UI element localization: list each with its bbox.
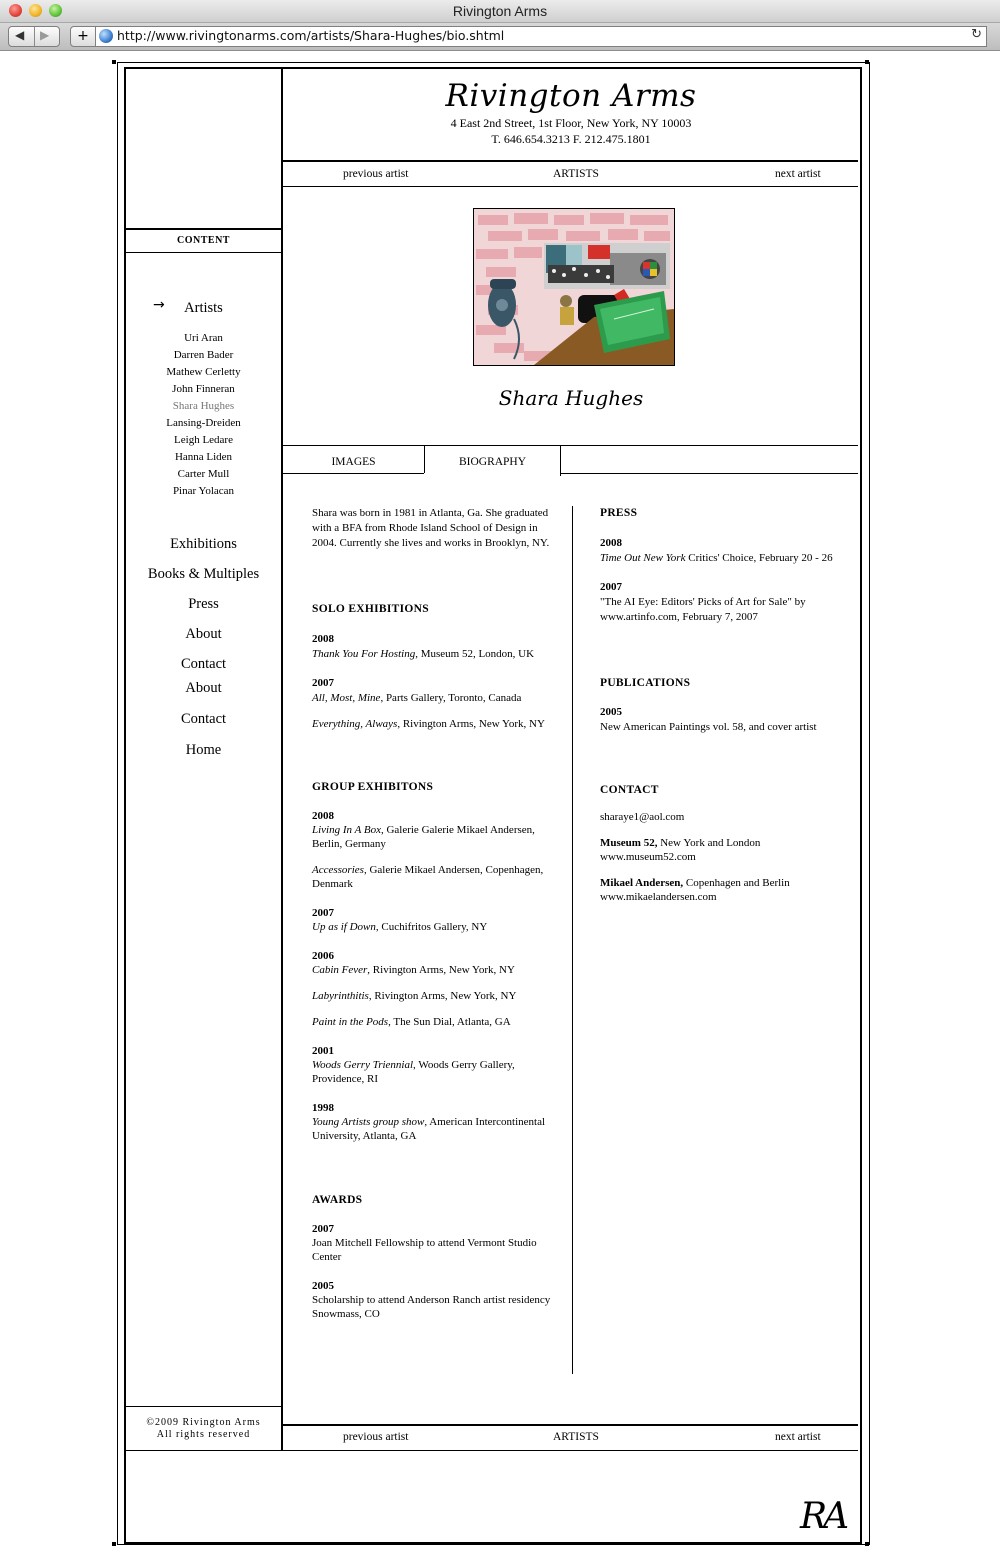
frame-corner bbox=[865, 60, 869, 64]
sidebar-artist-item[interactable]: John Finneran bbox=[172, 383, 235, 395]
nav-rule bbox=[283, 186, 858, 187]
nav-artists[interactable]: Artists bbox=[184, 300, 223, 316]
site-brand[interactable]: Rivington Arms bbox=[445, 78, 697, 114]
forward-arrow-icon[interactable]: ▶ bbox=[40, 28, 50, 42]
address-bar[interactable] bbox=[95, 26, 987, 47]
exhibition-entry: Accessories, Galerie Mikael Andersen, Copenhagen, Denmark bbox=[312, 864, 544, 890]
nav-home[interactable]: Home bbox=[185, 742, 222, 758]
column-divider bbox=[281, 67, 283, 1451]
ra-logo: RA bbox=[800, 1496, 846, 1537]
arrow-right-icon: → bbox=[153, 297, 165, 313]
content-label: CONTENT bbox=[177, 235, 230, 246]
press-entry: "The AI Eye: Editors' Picks of Art for Sale" by www.artinfo.com, February 7, 2007 bbox=[600, 596, 806, 623]
frame-corner bbox=[112, 1542, 116, 1546]
biography-column bbox=[312, 506, 552, 1321]
nav-contact-duplicate[interactable]: Contact bbox=[180, 711, 227, 727]
award-entry: Scholarship to attend Anderson Ranch artist residency Snowmass, CO bbox=[312, 1294, 551, 1320]
year-label: 2005 bbox=[312, 1280, 334, 1292]
year-label: 2001 bbox=[312, 1045, 334, 1057]
sidebar-artist-item[interactable]: Hanna Liden bbox=[174, 451, 233, 463]
previous-artist-link[interactable]: previous artist bbox=[343, 1431, 409, 1443]
frame-corner bbox=[112, 60, 116, 64]
exhibition-entry: Woods Gerry Triennial, Woods Gerry Gallery, Providence, RI bbox=[312, 1059, 515, 1085]
exhibition-entry: Thank You For Hosting, Museum 52, London, UK bbox=[312, 648, 535, 660]
bottom-nav-rule bbox=[283, 1424, 858, 1426]
year-label: 2008 bbox=[600, 537, 622, 549]
press-entry: Time Out New York Critics' Choice, February 20 - 26 bbox=[600, 552, 833, 564]
sidebar-rule bbox=[126, 252, 281, 253]
browser-toolbar bbox=[0, 23, 1000, 51]
exhibition-entry: All, Most, Mine, Parts Gallery, Toronto, Canada bbox=[312, 692, 522, 704]
copyright-line: ©2009 Rivington Arms bbox=[146, 1417, 261, 1428]
year-label: 2007 bbox=[312, 1223, 334, 1235]
gallery-entry: Museum 52, New York and London bbox=[600, 837, 761, 849]
header-rule bbox=[283, 160, 858, 162]
exhibition-entry: Labyrinthitis, Rivington Arms, New York, NY bbox=[312, 990, 517, 1002]
rights-line: All rights reserved bbox=[156, 1429, 251, 1440]
gallery-entry: Mikael Andersen, Copenhagen and Berlin bbox=[600, 877, 790, 889]
sidebar-artist-item[interactable]: Darren Bader bbox=[173, 349, 234, 361]
gallery-url[interactable]: www.museum52.com bbox=[600, 851, 696, 863]
nav-contact[interactable]: Contact bbox=[180, 656, 227, 672]
tabs-bottom-rule bbox=[283, 473, 424, 474]
content-column-divider bbox=[572, 506, 573, 1374]
address-line: 4 East 2nd Street, 1st Floor, New York, NY 10003 bbox=[450, 116, 692, 130]
next-artist-link[interactable]: next artist bbox=[775, 168, 821, 180]
phone-line: T. 646.654.3213 F. 212.475.1801 bbox=[491, 132, 651, 146]
artwork-image[interactable] bbox=[473, 208, 675, 366]
exhibition-entry: Cabin Fever, Rivington Arms, New York, NY bbox=[312, 964, 515, 976]
window-title: Rivington Arms bbox=[452, 3, 548, 19]
year-label: 1998 bbox=[312, 1102, 334, 1114]
press-column bbox=[600, 506, 840, 904]
nav-books-multiples[interactable]: Books & Multiples bbox=[147, 566, 260, 582]
sidebar-artist-item-current[interactable]: Shara Hughes bbox=[172, 400, 235, 412]
artists-link[interactable]: ARTISTS bbox=[553, 168, 599, 180]
year-label: 2005 bbox=[600, 706, 622, 718]
year-label: 2007 bbox=[312, 677, 334, 689]
artist-name: Shara Hughes bbox=[498, 386, 644, 410]
nav-press[interactable]: Press bbox=[188, 596, 219, 612]
year-label: 2008 bbox=[312, 810, 334, 822]
gallery-url[interactable]: www.mikaelandersen.com bbox=[600, 891, 717, 903]
sidebar-rule bbox=[126, 1406, 281, 1407]
sidebar-rule bbox=[126, 228, 281, 230]
nav-exhibitions[interactable]: Exhibitions bbox=[170, 536, 237, 552]
history-buttons bbox=[8, 26, 60, 47]
solo-exhibitions-heading: SOLO EXHIBITIONS bbox=[312, 603, 429, 615]
sidebar-artist-item[interactable]: Mathew Cerletty bbox=[166, 366, 241, 378]
sidebar-artist-item[interactable]: Carter Mull bbox=[177, 468, 230, 480]
sidebar-artist-item[interactable]: Leigh Ledare bbox=[174, 434, 233, 446]
press-heading: PRESS bbox=[600, 507, 638, 519]
sidebar-artist-item[interactable]: Lansing-Dreiden bbox=[166, 417, 241, 429]
sidebar-artist-item[interactable]: Uri Aran bbox=[184, 332, 223, 344]
tab-biography[interactable]: BIOGRAPHY bbox=[425, 446, 561, 476]
exhibition-entry: Young Artists group show, American Intercontinental University, Atlanta, GA bbox=[312, 1116, 546, 1142]
nav-about[interactable]: About bbox=[185, 626, 222, 642]
tab-images[interactable]: IMAGES bbox=[283, 446, 425, 473]
next-artist-link[interactable]: next artist bbox=[775, 1431, 821, 1443]
reload-icon[interactable]: ↻ bbox=[971, 27, 982, 42]
awards-heading: AWARDS bbox=[312, 1194, 363, 1206]
award-entry: Joan Mitchell Fellowship to attend Vermont Studio Center bbox=[312, 1237, 537, 1263]
sidebar-artist-item[interactable]: Pinar Yolacan bbox=[172, 485, 235, 497]
back-arrow-icon[interactable]: ◀ bbox=[15, 28, 25, 42]
nav-about-duplicate[interactable]: About bbox=[185, 680, 222, 692]
window-titlebar bbox=[0, 0, 1000, 23]
tabs-bottom-rule bbox=[560, 473, 858, 474]
add-bookmark-button[interactable]: + bbox=[70, 26, 96, 47]
previous-artist-link[interactable]: previous artist bbox=[343, 168, 409, 180]
publication-entry: New American Paintings vol. 58, and cover artist bbox=[600, 721, 817, 733]
bio-intro: Shara was born in 1981 in Atlanta, Ga. She graduated with a BFA from Rhode Island School of Design in 2004. Currently she lives and works in Brooklyn, NY. bbox=[312, 507, 550, 549]
publications-heading: PUBLICATIONS bbox=[600, 677, 691, 689]
frame-corner bbox=[865, 1542, 869, 1546]
exhibition-entry: Paint in the Pods, The Sun Dial, Atlanta, GA bbox=[312, 1016, 511, 1028]
exhibition-entry: Living In A Box, Galerie Galerie Mikael Andersen, Berlin, Germany bbox=[312, 824, 535, 850]
exhibition-entry: Everything, Always, Rivington Arms, New York, NY bbox=[312, 718, 545, 730]
globe-icon bbox=[99, 29, 113, 43]
exhibition-entry: Up as if Down, Cuchifritos Gallery, NY bbox=[312, 921, 488, 933]
group-exhibitions-heading: GROUP EXHIBITONS bbox=[312, 781, 434, 793]
footer-rule bbox=[126, 1450, 858, 1451]
year-label: 2008 bbox=[312, 633, 334, 645]
contact-heading: CONTACT bbox=[600, 784, 659, 796]
artists-link[interactable]: ARTISTS bbox=[553, 1431, 599, 1443]
year-label: 2006 bbox=[312, 950, 334, 962]
contact-email[interactable]: sharaye1@aol.com bbox=[600, 811, 685, 823]
year-label: 2007 bbox=[600, 581, 622, 593]
year-label: 2007 bbox=[312, 907, 334, 919]
url-text[interactable]: http://www.rivingtonarms.com/artists/Shara-Hughes/bio.shtml bbox=[117, 28, 505, 43]
